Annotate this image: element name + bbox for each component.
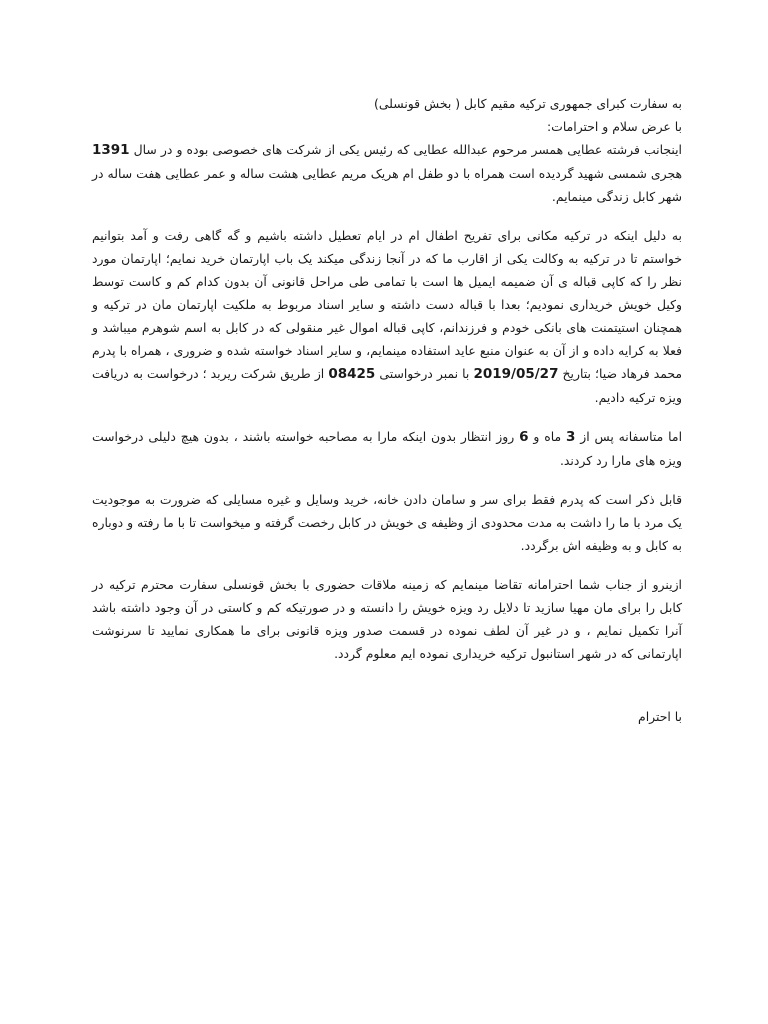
paragraph-rejection (92, 425, 682, 472)
paragraph-father-note: قابل ذکر است که پدرم فقط برای سر و سامان دادن خانه، خرید وسایل و غیره مسایلی که ضرورت به موجودیت یک مرد با ما را داشت به مدت محدودی از وظیفه ی خویش در کابل رخصت گرفته و میخواست تا با ما رفته و دوباره به کابل و به وظیفه اش برگردد. (92, 492, 682, 553)
days-value: 6 (519, 429, 529, 445)
intro-text-end: هجری شمسی شهید گردیده است همراه با دو طفل ام هریک مریم عطایی هشت ساله و عمر عطایی هفت ساله در شهر کابل زندگی مینمایم. (92, 166, 682, 204)
address-line: به سفارت کبرای جمهوری ترکیه مقیم کابل ( بخش قونسلی) (374, 96, 682, 111)
year-value: 1391 (92, 142, 130, 158)
apartment-text-start: به دلیل اینکه در ترکیه مکانی برای تفریح اطفال ام در ایام تعطیل داشته باشیم و گه گاهی رفت و آمد بتوانیم خواستم تا در ترکیه به وکالت یکی از اقارب ما که در آنجا زندگی میکند یک باب اپارتمان خرید نمایم؛ اپارتمان مورد نظر را که کاپی قباله ی آن ضمیمه ایمیل ها است با تمامی طی مراحل قانونی آن بدون کدام کم و کاست توسط وکیل خویش خریداری نمودیم؛ بعدا با قباله دست داشته و سایر اسناد مربوط به ملکیت اپارتمان مان در ترکیه و همچنان استیتمنت های بانکی خودم و فرزندانم، کاپی قباله اموال غیر منقولی که در کابل به اسم شوهرم میباشد و فعلا به کرایه داده و از آن به عنوان منبع عاید استفاده مینمایم، و سایر اسناد خواسته شده و ضروری ، همراه با پدرم محمد فرهاد ضیا؛ بتاریخ (92, 228, 682, 381)
rejection-text-mid: ماه و (533, 429, 562, 444)
application-date: 2019/05/27 (473, 366, 559, 382)
paragraph-request: ازینرو از جناب شما احترامانه تقاضا مینمایم که زمینه ملاقات حضوری با بخش قونسلی سفارت محترم ترکیه در کابل را برای مان مهیا سازید تا دلایل رد ویزه خویش را دانسته و در صورتیکه کم و کاستی در آن وجود داشته باشد آنرا تکمیل نمایم ، و در غیر آن لطف نموده در قسمت صدور ویزه قانونی برای ما همکاری نمایید تا سرنوشت اپارتمانی که در شهر استانبول ترکیه خریداری نموده ایم معلوم گردد. (92, 577, 682, 661)
request-number: 08425 (328, 366, 376, 382)
rejection-text-start: اما متاسفانه پس از (580, 429, 683, 444)
months-value: 3 (566, 429, 576, 445)
intro-text-start: اینجانب فرشته عطایی همسر مرحوم عبدالله عطایی که رئیس یکی از شرکت های خصوصی بوده و در سال (133, 142, 682, 157)
letter-body (92, 92, 682, 728)
apartment-text-mid: با نمبر درخواستی (379, 366, 470, 381)
paragraph-introduction (92, 138, 682, 208)
greeting: با عرض سلام و احترامات: (547, 119, 682, 134)
rejection-text-end: روز انتظار بدون اینکه مارا به مصاحبه خواسته باشند ، بدون هیچ دلیلی درخواست ویزه های مارا رد کردند. (92, 429, 682, 468)
apartment-text-end: از طریق شرکت ریربد ؛ درخواست به دریافت ویزه ترکیه دادیم. (92, 366, 682, 405)
closing: با احترام (638, 709, 682, 724)
paragraph-apartment (92, 224, 682, 409)
